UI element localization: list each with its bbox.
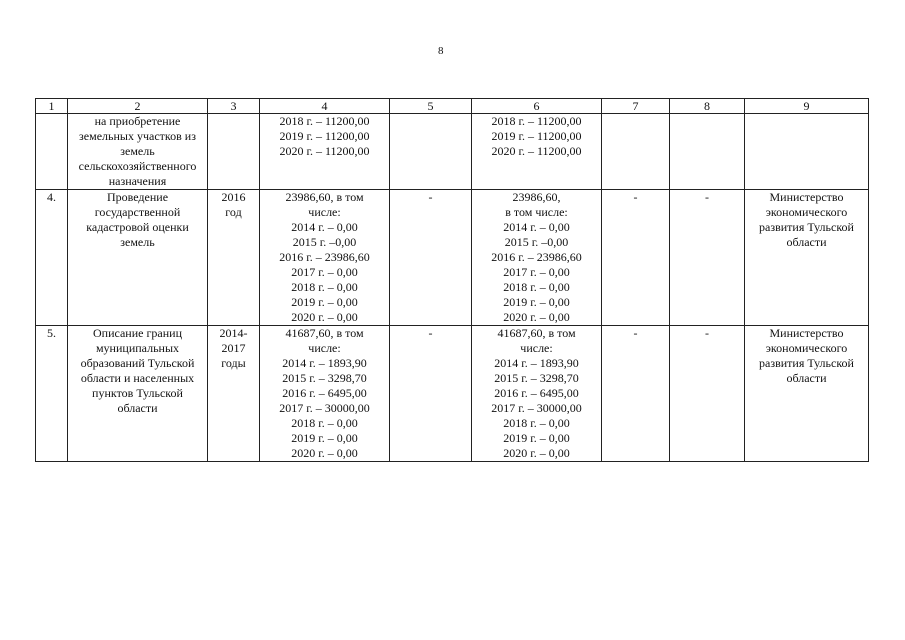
cell-text-line: числе: bbox=[308, 341, 341, 355]
cell-text-line: 2017 bbox=[221, 341, 246, 355]
measure-name-cell bbox=[68, 114, 208, 190]
extrabudget-cell bbox=[670, 326, 745, 462]
total-financing-cell bbox=[260, 326, 390, 462]
cell-text-line: кадастровой оценки bbox=[86, 220, 189, 234]
program-measures-table bbox=[35, 98, 869, 462]
cell-text-line: 2015 г. – 3298,70 bbox=[282, 371, 367, 385]
federal-budget-cell bbox=[390, 114, 472, 190]
cell-text-line: 2018 г. – 0,00 bbox=[291, 416, 358, 430]
cell-text-line: 2017 г. – 0,00 bbox=[503, 265, 570, 279]
measure-name-cell bbox=[68, 326, 208, 462]
header-cell: 4 bbox=[260, 99, 390, 114]
cell-text-line: развития Тульской bbox=[759, 220, 854, 234]
extrabudget-cell bbox=[670, 190, 745, 326]
cell-text-line: земель bbox=[120, 235, 155, 249]
cell-text: - bbox=[428, 190, 433, 204]
cell-text-line: области bbox=[786, 235, 827, 249]
cell-text-line: назначения bbox=[108, 174, 167, 188]
local-budget-cell bbox=[602, 114, 670, 190]
cell-text-line: области bbox=[786, 371, 827, 385]
cell-text-line: 2018 г. – 0,00 bbox=[503, 416, 570, 430]
header-row bbox=[36, 99, 869, 114]
row-number-cell bbox=[36, 114, 68, 190]
table-body bbox=[36, 114, 869, 462]
cell-text-line: области bbox=[117, 401, 158, 415]
cell-text-line: 2019 г. – 0,00 bbox=[503, 431, 570, 445]
cell-text-line: 2018 г. – 11200,00 bbox=[279, 114, 370, 128]
period-cell bbox=[208, 326, 260, 462]
cell-text-line: 23986,60, bbox=[512, 190, 561, 204]
cell-text-line: Проведение bbox=[106, 190, 169, 204]
responsible-executor-cell bbox=[745, 326, 869, 462]
cell-text-line: 2015 г. –0,00 bbox=[292, 235, 357, 249]
cell-text-line: экономического bbox=[765, 341, 848, 355]
row-number-cell bbox=[36, 326, 68, 462]
cell-text-line: Министерство bbox=[769, 326, 844, 340]
cell-text-line: 2015 г. – 3298,70 bbox=[494, 371, 579, 385]
cell-text-line: числе: bbox=[520, 341, 553, 355]
cell-text-line: годы bbox=[221, 356, 246, 370]
cell-text-line: земель bbox=[120, 144, 155, 158]
cell-text-line: 2020 г. – 11200,00 bbox=[491, 144, 582, 158]
cell-text-line: год bbox=[225, 205, 242, 219]
cell-text-line: 2018 г. – 0,00 bbox=[503, 280, 570, 294]
header-cell: 8 bbox=[670, 99, 745, 114]
responsible-executor-cell bbox=[745, 190, 869, 326]
cell-text-line: 2018 г. – 11200,00 bbox=[491, 114, 582, 128]
cell-text-line: земельных участков из bbox=[79, 129, 196, 143]
header-cell: 6 bbox=[472, 99, 602, 114]
cell-text-line: 2016 г. – 23986,60 bbox=[279, 250, 370, 264]
cell-text-line: 2020 г. – 0,00 bbox=[291, 446, 358, 460]
cell-text-line: области и населенных bbox=[80, 371, 195, 385]
cell-text-line: 41687,60, в том bbox=[497, 326, 576, 340]
cell-text: - bbox=[428, 326, 433, 340]
cell-text-line: Министерство bbox=[769, 190, 844, 204]
cell-text-line: образований Тульской bbox=[80, 356, 195, 370]
table-row bbox=[36, 190, 869, 326]
cell-text-line: 2019 г. – 11200,00 bbox=[279, 129, 370, 143]
cell-text-line: 2014 г. – 0,00 bbox=[503, 220, 570, 234]
header-cell: 1 bbox=[36, 99, 68, 114]
cell-text-line: 2017 г. – 30000,00 bbox=[279, 401, 370, 415]
cell-text-line: 2016 bbox=[221, 190, 246, 204]
federal-budget-cell bbox=[390, 326, 472, 462]
extrabudget-cell bbox=[670, 114, 745, 190]
responsible-executor-cell bbox=[745, 114, 869, 190]
cell-text-line: 41687,60, в том bbox=[285, 326, 364, 340]
cell-text-line: 2020 г. – 0,00 bbox=[291, 310, 358, 324]
total-financing-cell bbox=[260, 190, 390, 326]
cell-text-line: 2019 г. – 0,00 bbox=[503, 295, 570, 309]
cell-text-line: 2014 г. – 1893,90 bbox=[494, 356, 579, 370]
regional-budget-cell bbox=[472, 326, 602, 462]
cell-text-line: 2016 г. – 6495,00 bbox=[494, 386, 579, 400]
cell-text-line: 2019 г. – 11200,00 bbox=[491, 129, 582, 143]
cell-text-line: 2014 г. – 0,00 bbox=[291, 220, 358, 234]
measure-name-cell bbox=[68, 190, 208, 326]
header-cell: 3 bbox=[208, 99, 260, 114]
cell-text: 4. bbox=[47, 190, 56, 204]
local-budget-cell bbox=[602, 190, 670, 326]
cell-text-line: пунктов Тульской bbox=[92, 386, 183, 400]
cell-text: - bbox=[633, 190, 638, 204]
regional-budget-cell bbox=[472, 114, 602, 190]
cell-text-line: Описание границ bbox=[93, 326, 182, 340]
cell-text-line: 2017 г. – 0,00 bbox=[291, 265, 358, 279]
cell-text-line: 2020 г. – 0,00 bbox=[503, 310, 570, 324]
cell-text-line: на приобретение bbox=[94, 114, 181, 128]
cell-text-line: в том числе: bbox=[505, 205, 568, 219]
cell-text-line: муниципальных bbox=[95, 341, 180, 355]
cell-text-line: 2020 г. – 11200,00 bbox=[279, 144, 370, 158]
period-cell bbox=[208, 114, 260, 190]
cell-text: - bbox=[633, 326, 638, 340]
cell-text-line: сельскохозяйственного bbox=[78, 159, 197, 173]
cell-text-line: 2014- bbox=[219, 326, 248, 340]
cell-text-line: 2020 г. – 0,00 bbox=[503, 446, 570, 460]
cell-text-line: 2015 г. –0,00 bbox=[504, 235, 569, 249]
cell-text-line: развития Тульской bbox=[759, 356, 854, 370]
table-row bbox=[36, 326, 869, 462]
header-cell: 5 bbox=[390, 99, 472, 114]
header-cell: 2 bbox=[68, 99, 208, 114]
header-cell: 9 bbox=[745, 99, 869, 114]
cell-text-line: экономического bbox=[765, 205, 848, 219]
period-cell bbox=[208, 190, 260, 326]
cell-text-line: 2016 г. – 23986,60 bbox=[491, 250, 582, 264]
page-number: 8 bbox=[438, 45, 444, 57]
cell-text-line: 2018 г. – 0,00 bbox=[291, 280, 358, 294]
cell-text-line: 23986,60, в том bbox=[285, 190, 364, 204]
row-number-cell bbox=[36, 190, 68, 326]
regional-budget-cell bbox=[472, 190, 602, 326]
total-financing-cell bbox=[260, 114, 390, 190]
cell-text-line: 2017 г. – 30000,00 bbox=[491, 401, 582, 415]
cell-text: - bbox=[705, 190, 709, 204]
cell-text: - bbox=[705, 326, 709, 340]
cell-text-line: государственной bbox=[94, 205, 181, 219]
local-budget-cell bbox=[602, 326, 670, 462]
cell-text-line: числе: bbox=[308, 205, 341, 219]
table-row bbox=[36, 114, 869, 190]
cell-text-line: 2019 г. – 0,00 bbox=[291, 295, 358, 309]
cell-text-line: 2016 г. – 6495,00 bbox=[282, 386, 367, 400]
cell-text-line: 2014 г. – 1893,90 bbox=[282, 356, 367, 370]
header-cell: 7 bbox=[602, 99, 670, 114]
cell-text: 5. bbox=[47, 326, 56, 340]
cell-text-line: 2019 г. – 0,00 bbox=[291, 431, 358, 445]
federal-budget-cell bbox=[390, 190, 472, 326]
